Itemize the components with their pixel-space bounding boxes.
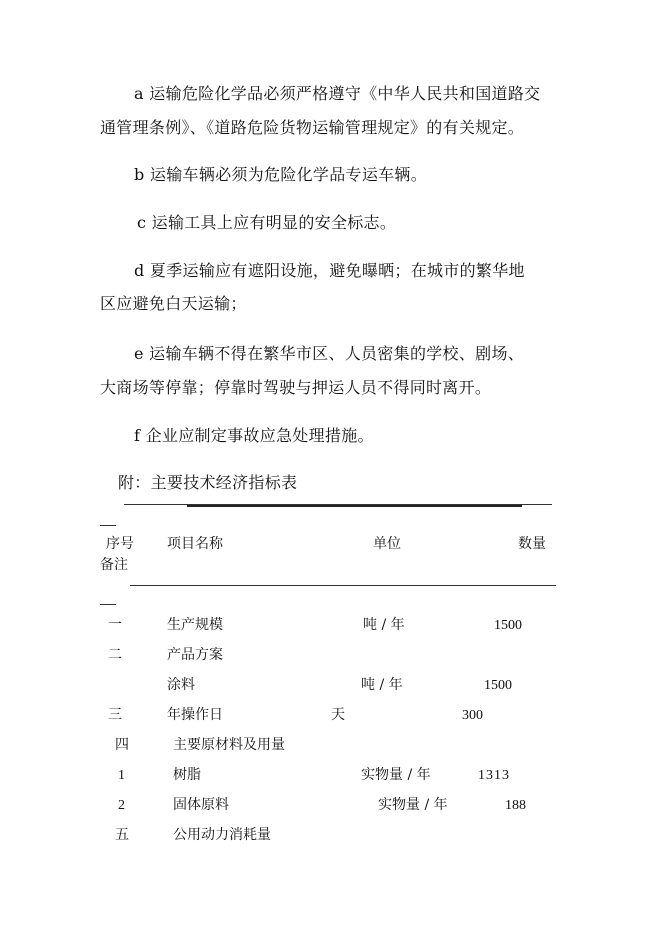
row-1-seq: 一: [108, 617, 122, 633]
header-unit: 单位: [373, 536, 401, 552]
row-2-name: 产品方案: [167, 647, 223, 663]
paragraph-f: f 企业应制定事故应急处理措施。: [134, 426, 374, 445]
row-2-seq: 二: [108, 647, 122, 663]
row-3-unit: 吨 / 年: [361, 677, 403, 693]
row-4-seq: 三: [108, 707, 122, 723]
row-6-seq: 1: [118, 768, 125, 783]
row-7-unit: 实物量 / 年: [378, 797, 448, 813]
table-top-rule-thick: [187, 505, 522, 507]
row-3-qty: 1500: [484, 678, 512, 693]
paragraph-a-line1: a 运输危险化学品必须严格遵守《中华人民共和国道路交: [134, 84, 541, 103]
row-1-name: 生产规模: [167, 617, 223, 633]
row-5-name: 主要原材料及用量: [173, 737, 285, 753]
row-8-name: 公用动力消耗量: [173, 827, 271, 843]
row-7-name: 固体原料: [173, 797, 229, 813]
row-7-seq: 2: [118, 798, 125, 813]
paragraph-c: c 运输工具上应有明显的安全标志。: [137, 213, 397, 232]
header-qty: 数量: [518, 536, 546, 552]
row-6-unit: 实物量 / 年: [361, 767, 431, 783]
row-4-unit: 天: [331, 707, 345, 723]
header-name: 项目名称: [167, 536, 223, 552]
row-4-qty: 300: [462, 708, 483, 723]
header-bottom-rule: [130, 585, 556, 586]
header-note: 备注: [100, 557, 128, 573]
paragraph-e-line2: 大商场等停靠；停靠时驾驶与押运人员不得同时离开。: [100, 378, 492, 397]
row-6-qty: 1313: [478, 768, 510, 783]
row-8-seq: 五: [115, 827, 129, 843]
header-seq: 序号: [106, 536, 134, 552]
row-6-name: 树脂: [173, 767, 201, 783]
paragraph-d-line1: d 夏季运输应有遮阳设施，避免曝晒；在城市的繁华地: [134, 261, 525, 280]
paragraph-a-line2: 通管理条例》、《道路危险货物运输管理规定》的有关规定。: [100, 118, 525, 137]
header-bottom-rule-stub: [100, 604, 116, 605]
row-7-qty: 188: [505, 798, 526, 813]
paragraph-e-line1: e 运输车辆不得在繁华市区、人员密集的学校、剧场、: [134, 344, 525, 363]
row-1-unit: 吨 / 年: [363, 617, 405, 633]
appendix-title: 附：主要技术经济指标表: [118, 473, 298, 492]
row-4-name: 年操作日: [167, 707, 223, 723]
paragraph-b: b 运输车辆必须为危险化学品专运车辆。: [134, 165, 428, 184]
paragraph-d-line2: 区应避免白天运输；: [100, 294, 247, 313]
row-5-seq: 四: [115, 737, 129, 753]
row-3-name: 涂料: [167, 677, 195, 693]
row-1-qty: 1500: [494, 618, 522, 633]
table-top-rule-stub: [100, 525, 116, 526]
